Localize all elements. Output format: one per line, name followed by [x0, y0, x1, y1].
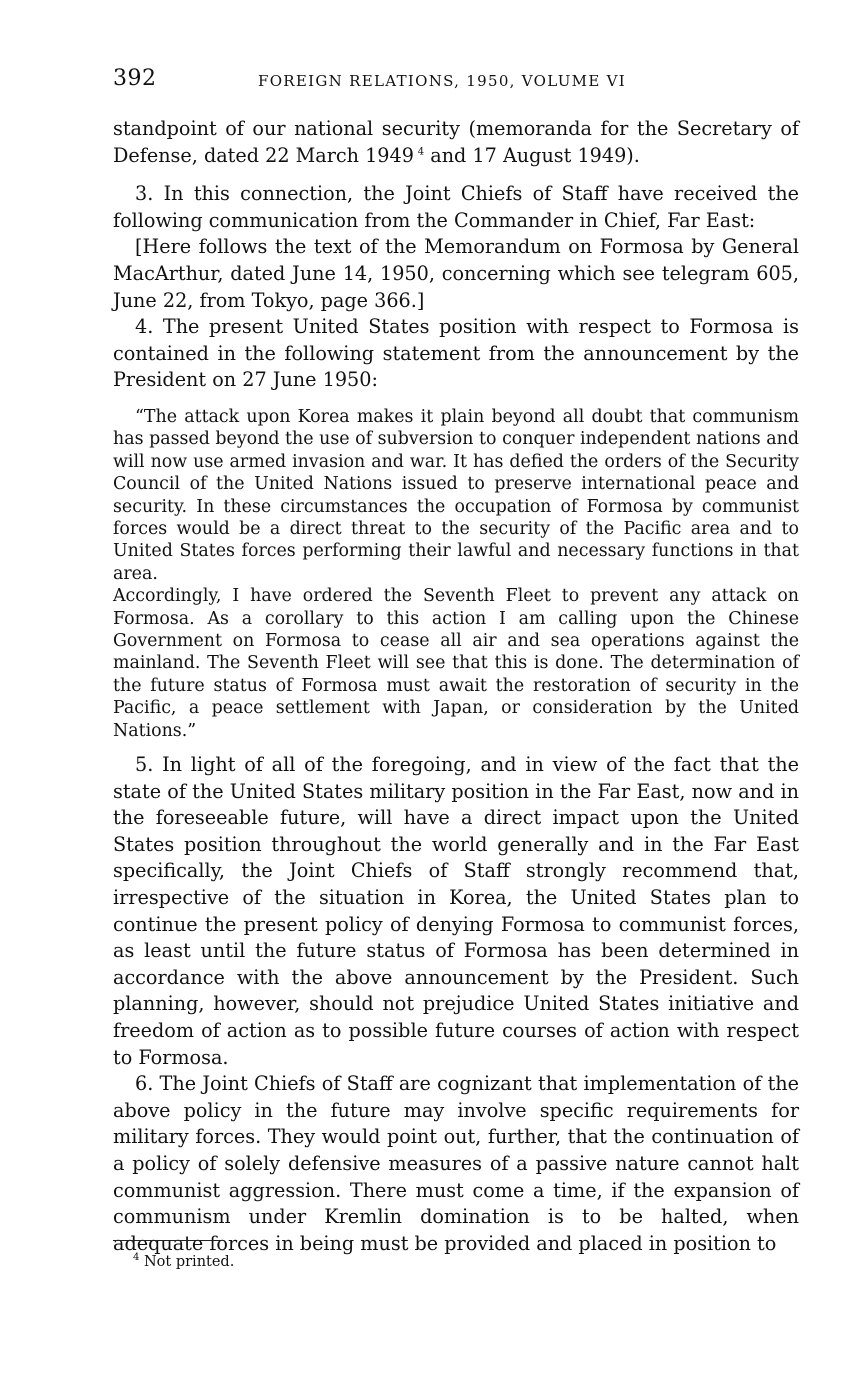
paragraph-3: 3. In this connection, the Joint Chiefs of Staff have received the following communication from the Commander in Chief, Far East: [113, 182, 799, 232]
footnote-text: Not printed. [139, 1254, 235, 1270]
footnote-marker: 4 [133, 1252, 140, 1264]
page-header [113, 66, 803, 96]
editorial-note: [Here follows the text of the Memorandum on Formosa by General MacArthur, dated June 14, 1950, concerning which see telegram 605, June 22, from Tokyo, page 366.] [113, 235, 799, 312]
paragraph-6: 6. The Joint Chiefs of Staff are cognizant that implementation of the above policy in the future may involve specific requirements for military forces. They would point out, further, that the continuation of a policy of solely defensive measures of a passive nature cannot halt communist aggression. There must come a time, if the expansion of communism under Kremlin domination is to be halted, when adequate forces in being must be provided and placed in position to [113, 1072, 799, 1255]
paragraph-4: 4. The present United States position with respect to Formosa is contained in the following statement from the announcement by the President on 27 June 1950: [113, 315, 799, 392]
quote-paragraph-1: “The attack upon Korea makes it plain beyond all doubt that communism has passed beyond the use of subversion to conquer independent nations and will now use armed invasion and war. It has defied the orders of the Security Council of the United Nations issued to preserve international peace and security. In these circumstances the occupation of Formosa by communist forces would be a direct threat to the security of the Pacific area and to United States forces performing their lawful and necessary functions in that area. [113, 406, 799, 584]
running-head: FOREIGN RELATIONS, 1950, VOLUME VI [258, 72, 626, 90]
block-quote [113, 406, 799, 742]
continuation-paragraph: standpoint of our national security (memoranda for the Secretary of Defense, dated 22 March 1949 $^4$ and 17 August 1949). [113, 117, 799, 167]
footnote-reference: 4 [417, 146, 425, 158]
footnote [133, 1254, 234, 1270]
quote-paragraph-2: Accordingly, I have ordered the Seventh Fleet to prevent any attack on Formosa. As a corollary to this action I am calling upon the Chinese Government on Formosa to cease all air and sea operations against the mainland. The Seventh Fleet will see that this is done. The determination of the future status of Formosa must await the restoration of security in the Pacific, a peace settlement with Japan, or consideration by the United Nations.” [113, 586, 799, 741]
footnote-divider [113, 1240, 220, 1241]
body-text [113, 116, 799, 1257]
page-number: 392 [113, 66, 157, 91]
paragraph-5: 5. In light of all of the foregoing, and in view of the fact that the state of the United States military position in the Far East, now and in the foreseeable future, will have a direct impact upon the United States position throughout the world generally and in the Far East specifically, the Joint Chiefs of Staff strongly recommend that, irrespective of the situation in Korea, the United States plan to continue the present policy of denying Formosa to communist forces, as least until the future status of Formosa has been determined in accordance with the above announcement by the President. Such planning, however, should not prejudice United States initiative and freedom of action as to possible future courses of action with respect to Formosa. [113, 753, 799, 1069]
